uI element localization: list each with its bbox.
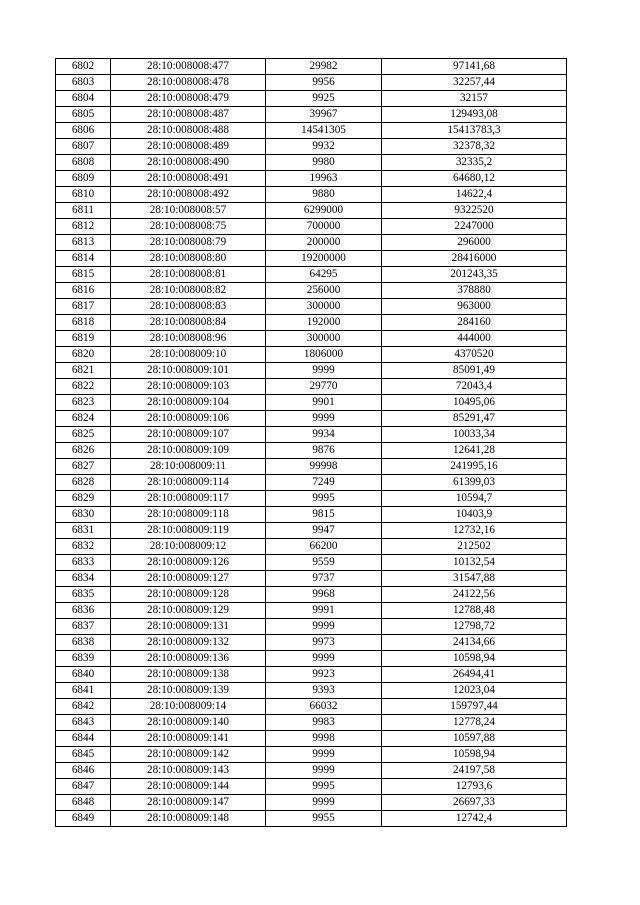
table-row (56, 251, 567, 267)
area-cell: 9999 (266, 411, 382, 427)
row-number-cell: 6847 (56, 779, 111, 795)
table-row (56, 811, 567, 827)
area-cell: 9923 (266, 667, 382, 683)
table-row (56, 667, 567, 683)
cadastral-number-cell: 28:10:008008:57 (111, 203, 266, 219)
row-number-cell: 6840 (56, 667, 111, 683)
cadastral-number-cell: 28:10:008009:127 (111, 571, 266, 587)
value-cell: 24197,58 (382, 763, 567, 779)
cadastral-number-cell: 28:10:008008:487 (111, 107, 266, 123)
area-cell: 39967 (266, 107, 382, 123)
table-body (56, 59, 567, 827)
cadastral-number-cell: 28:10:008009:129 (111, 603, 266, 619)
area-cell: 700000 (266, 219, 382, 235)
value-cell: 12788,48 (382, 603, 567, 619)
row-number-cell: 6818 (56, 315, 111, 331)
value-cell: 31547,88 (382, 571, 567, 587)
cadastral-number-cell: 28:10:008008:477 (111, 59, 266, 75)
cadastral-number-cell: 28:10:008009:140 (111, 715, 266, 731)
row-number-cell: 6812 (56, 219, 111, 235)
table-row (56, 715, 567, 731)
cadastral-number-cell: 28:10:008008:82 (111, 283, 266, 299)
cadastral-number-cell: 28:10:008009:142 (111, 747, 266, 763)
row-number-cell: 6808 (56, 155, 111, 171)
table-row (56, 587, 567, 603)
area-cell: 9901 (266, 395, 382, 411)
row-number-cell: 6841 (56, 683, 111, 699)
row-number-cell: 6813 (56, 235, 111, 251)
area-cell: 9815 (266, 507, 382, 523)
cadastral-number-cell: 28:10:008009:117 (111, 491, 266, 507)
area-cell: 9999 (266, 651, 382, 667)
value-cell: 12023,04 (382, 683, 567, 699)
value-cell: 10597,88 (382, 731, 567, 747)
table-row (56, 731, 567, 747)
area-cell: 9995 (266, 491, 382, 507)
cadastral-number-cell: 28:10:008009:141 (111, 731, 266, 747)
cadastral-number-cell: 28:10:008008:75 (111, 219, 266, 235)
row-number-cell: 6834 (56, 571, 111, 587)
table-row (56, 123, 567, 139)
table-row (56, 539, 567, 555)
area-cell: 9999 (266, 619, 382, 635)
value-cell: 12793,6 (382, 779, 567, 795)
value-cell: 32335,2 (382, 155, 567, 171)
cadastral-number-cell: 28:10:008009:10 (111, 347, 266, 363)
row-number-cell: 6846 (56, 763, 111, 779)
area-cell: 9955 (266, 811, 382, 827)
table-row (56, 395, 567, 411)
cadastral-number-cell: 28:10:008009:139 (111, 683, 266, 699)
row-number-cell: 6824 (56, 411, 111, 427)
table-row (56, 203, 567, 219)
cadastral-number-cell: 28:10:008008:80 (111, 251, 266, 267)
area-cell: 9393 (266, 683, 382, 699)
area-cell: 99998 (266, 459, 382, 475)
area-cell: 9925 (266, 91, 382, 107)
cadastral-number-cell: 28:10:008009:132 (111, 635, 266, 651)
cadastral-number-cell: 28:10:008009:103 (111, 379, 266, 395)
row-number-cell: 6828 (56, 475, 111, 491)
row-number-cell: 6822 (56, 379, 111, 395)
cadastral-number-cell: 28:10:008008:478 (111, 75, 266, 91)
value-cell: 24122,56 (382, 587, 567, 603)
row-number-cell: 6848 (56, 795, 111, 811)
value-cell: 159797,44 (382, 699, 567, 715)
area-cell: 192000 (266, 315, 382, 331)
table-row (56, 523, 567, 539)
cadastral-number-cell: 28:10:008008:479 (111, 91, 266, 107)
row-number-cell: 6803 (56, 75, 111, 91)
value-cell: 12641,28 (382, 443, 567, 459)
row-number-cell: 6825 (56, 427, 111, 443)
value-cell: 201243,35 (382, 267, 567, 283)
row-number-cell: 6845 (56, 747, 111, 763)
value-cell: 10403,9 (382, 507, 567, 523)
row-number-cell: 6811 (56, 203, 111, 219)
row-number-cell: 6829 (56, 491, 111, 507)
table-row (56, 507, 567, 523)
row-number-cell: 6831 (56, 523, 111, 539)
table-row (56, 747, 567, 763)
table-row (56, 59, 567, 75)
cadastral-number-cell: 28:10:008009:144 (111, 779, 266, 795)
table-row (56, 763, 567, 779)
cadastral-number-cell: 28:10:008009:138 (111, 667, 266, 683)
table-row (56, 683, 567, 699)
area-cell: 9737 (266, 571, 382, 587)
table-row (56, 411, 567, 427)
cadastral-number-cell: 28:10:008009:128 (111, 587, 266, 603)
area-cell: 9932 (266, 139, 382, 155)
cadastral-number-cell: 28:10:008008:489 (111, 139, 266, 155)
row-number-cell: 6836 (56, 603, 111, 619)
area-cell: 9980 (266, 155, 382, 171)
value-cell: 9322520 (382, 203, 567, 219)
cadastral-number-cell: 28:10:008008:83 (111, 299, 266, 315)
table-row (56, 155, 567, 171)
area-cell: 300000 (266, 331, 382, 347)
row-number-cell: 6830 (56, 507, 111, 523)
value-cell: 28416000 (382, 251, 567, 267)
cadastral-number-cell: 28:10:008008:488 (111, 123, 266, 139)
value-cell: 72043,4 (382, 379, 567, 395)
table-row (56, 475, 567, 491)
cadastral-number-cell: 28:10:008009:147 (111, 795, 266, 811)
area-cell: 9559 (266, 555, 382, 571)
row-number-cell: 6815 (56, 267, 111, 283)
cadastral-number-cell: 28:10:008008:84 (111, 315, 266, 331)
value-cell: 296000 (382, 235, 567, 251)
value-cell: 85091,49 (382, 363, 567, 379)
area-cell: 9998 (266, 731, 382, 747)
cadastral-number-cell: 28:10:008008:491 (111, 171, 266, 187)
row-number-cell: 6817 (56, 299, 111, 315)
table-row (56, 779, 567, 795)
table-row (56, 603, 567, 619)
table-row (56, 139, 567, 155)
cadastral-number-cell: 28:10:008008:96 (111, 331, 266, 347)
value-cell: 26494,41 (382, 667, 567, 683)
table-row (56, 427, 567, 443)
table-row (56, 363, 567, 379)
cadastral-number-cell: 28:10:008009:104 (111, 395, 266, 411)
value-cell: 963000 (382, 299, 567, 315)
table-row (56, 331, 567, 347)
area-cell: 64295 (266, 267, 382, 283)
row-number-cell: 6802 (56, 59, 111, 75)
cadastral-number-cell: 28:10:008009:143 (111, 763, 266, 779)
table-row (56, 107, 567, 123)
cadastral-number-cell: 28:10:008009:14 (111, 699, 266, 715)
area-cell: 300000 (266, 299, 382, 315)
row-number-cell: 6827 (56, 459, 111, 475)
table-row (56, 187, 567, 203)
value-cell: 444000 (382, 331, 567, 347)
value-cell: 12778,24 (382, 715, 567, 731)
value-cell: 284160 (382, 315, 567, 331)
cadastral-number-cell: 28:10:008009:118 (111, 507, 266, 523)
table-row (56, 171, 567, 187)
table-row (56, 699, 567, 715)
area-cell: 9880 (266, 187, 382, 203)
value-cell: 212502 (382, 539, 567, 555)
value-cell: 241995,16 (382, 459, 567, 475)
area-cell: 14541305 (266, 123, 382, 139)
table-row (56, 635, 567, 651)
table-row (56, 267, 567, 283)
table-row (56, 91, 567, 107)
value-cell: 10598,94 (382, 747, 567, 763)
area-cell: 66032 (266, 699, 382, 715)
value-cell: 15413783,3 (382, 123, 567, 139)
row-number-cell: 6826 (56, 443, 111, 459)
value-cell: 97141,68 (382, 59, 567, 75)
cadastral-number-cell: 28:10:008009:109 (111, 443, 266, 459)
value-cell: 12742,4 (382, 811, 567, 827)
row-number-cell: 6806 (56, 123, 111, 139)
value-cell: 10132,54 (382, 555, 567, 571)
area-cell: 9999 (266, 763, 382, 779)
value-cell: 10598,94 (382, 651, 567, 667)
value-cell: 32157 (382, 91, 567, 107)
table-row (56, 75, 567, 91)
cadastral-number-cell: 28:10:008009:119 (111, 523, 266, 539)
area-cell: 1806000 (266, 347, 382, 363)
table-row (56, 347, 567, 363)
area-cell: 9876 (266, 443, 382, 459)
table-row (56, 459, 567, 475)
value-cell: 378880 (382, 283, 567, 299)
area-cell: 29770 (266, 379, 382, 395)
table-row (56, 555, 567, 571)
table-row (56, 795, 567, 811)
value-cell: 2247000 (382, 219, 567, 235)
cadastral-number-cell: 28:10:008009:136 (111, 651, 266, 667)
value-cell: 12798,72 (382, 619, 567, 635)
data-table (55, 58, 567, 827)
value-cell: 14622,4 (382, 187, 567, 203)
cadastral-number-cell: 28:10:008009:148 (111, 811, 266, 827)
area-cell: 19963 (266, 171, 382, 187)
value-cell: 12732,16 (382, 523, 567, 539)
area-cell: 200000 (266, 235, 382, 251)
table-row (56, 443, 567, 459)
row-number-cell: 6839 (56, 651, 111, 667)
row-number-cell: 6849 (56, 811, 111, 827)
cadastral-number-cell: 28:10:008008:492 (111, 187, 266, 203)
value-cell: 61399,03 (382, 475, 567, 491)
area-cell: 9999 (266, 747, 382, 763)
value-cell: 4370520 (382, 347, 567, 363)
area-cell: 9956 (266, 75, 382, 91)
value-cell: 64680,12 (382, 171, 567, 187)
area-cell: 9968 (266, 587, 382, 603)
area-cell: 9995 (266, 779, 382, 795)
value-cell: 10594,7 (382, 491, 567, 507)
row-number-cell: 6809 (56, 171, 111, 187)
table-row (56, 219, 567, 235)
area-cell: 29982 (266, 59, 382, 75)
row-number-cell: 6805 (56, 107, 111, 123)
value-cell: 10033,34 (382, 427, 567, 443)
area-cell: 256000 (266, 283, 382, 299)
area-cell: 19200000 (266, 251, 382, 267)
area-cell: 9947 (266, 523, 382, 539)
row-number-cell: 6804 (56, 91, 111, 107)
row-number-cell: 6837 (56, 619, 111, 635)
area-cell: 9973 (266, 635, 382, 651)
row-number-cell: 6835 (56, 587, 111, 603)
area-cell: 9999 (266, 795, 382, 811)
table-row (56, 235, 567, 251)
row-number-cell: 6842 (56, 699, 111, 715)
cadastral-number-cell: 28:10:008009:101 (111, 363, 266, 379)
cadastral-number-cell: 28:10:008008:490 (111, 155, 266, 171)
cadastral-number-cell: 28:10:008009:114 (111, 475, 266, 491)
value-cell: 10495,06 (382, 395, 567, 411)
area-cell: 66200 (266, 539, 382, 555)
cadastral-number-cell: 28:10:008008:81 (111, 267, 266, 283)
row-number-cell: 6807 (56, 139, 111, 155)
row-number-cell: 6823 (56, 395, 111, 411)
cadastral-number-cell: 28:10:008009:12 (111, 539, 266, 555)
table-row (56, 491, 567, 507)
cadastral-number-cell: 28:10:008009:106 (111, 411, 266, 427)
row-number-cell: 6810 (56, 187, 111, 203)
cadastral-number-cell: 28:10:008008:79 (111, 235, 266, 251)
row-number-cell: 6833 (56, 555, 111, 571)
table-row (56, 299, 567, 315)
area-cell: 6299000 (266, 203, 382, 219)
value-cell: 129493,08 (382, 107, 567, 123)
row-number-cell: 6819 (56, 331, 111, 347)
area-cell: 9983 (266, 715, 382, 731)
row-number-cell: 6820 (56, 347, 111, 363)
row-number-cell: 6844 (56, 731, 111, 747)
table-row (56, 379, 567, 395)
row-number-cell: 6814 (56, 251, 111, 267)
area-cell: 9999 (266, 363, 382, 379)
value-cell: 24134,66 (382, 635, 567, 651)
value-cell: 32378,32 (382, 139, 567, 155)
row-number-cell: 6843 (56, 715, 111, 731)
area-cell: 9991 (266, 603, 382, 619)
table-row (56, 651, 567, 667)
table-row (56, 315, 567, 331)
row-number-cell: 6816 (56, 283, 111, 299)
table-row (56, 571, 567, 587)
value-cell: 26697,33 (382, 795, 567, 811)
cadastral-number-cell: 28:10:008009:11 (111, 459, 266, 475)
cadastral-number-cell: 28:10:008009:131 (111, 619, 266, 635)
row-number-cell: 6821 (56, 363, 111, 379)
cadastral-number-cell: 28:10:008009:126 (111, 555, 266, 571)
value-cell: 85291,47 (382, 411, 567, 427)
area-cell: 9934 (266, 427, 382, 443)
row-number-cell: 6838 (56, 635, 111, 651)
area-cell: 7249 (266, 475, 382, 491)
value-cell: 32257,44 (382, 75, 567, 91)
table-row (56, 283, 567, 299)
row-number-cell: 6832 (56, 539, 111, 555)
table-row (56, 619, 567, 635)
cadastral-number-cell: 28:10:008009:107 (111, 427, 266, 443)
